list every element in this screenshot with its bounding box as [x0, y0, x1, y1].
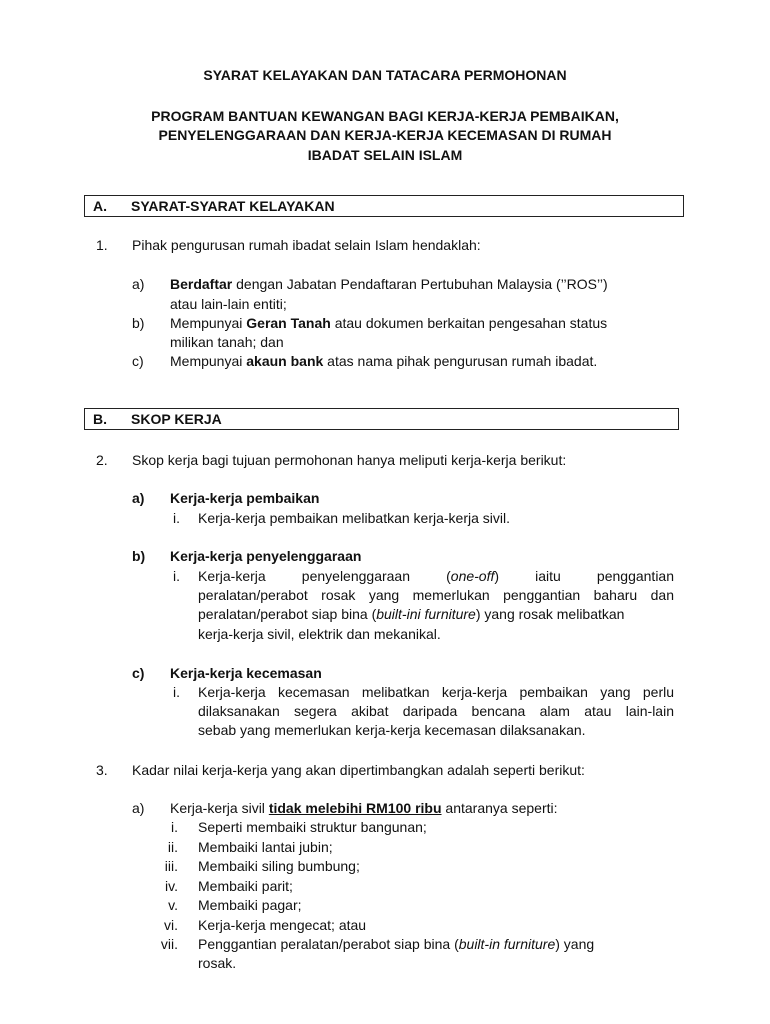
- list-item-num: ii.: [167, 838, 178, 855]
- list-item-num: i.: [171, 819, 178, 835]
- one-off-italic: one-off: [450, 568, 495, 584]
- item-a-line-2: atau lain-lain entiti;: [170, 296, 287, 312]
- subtitle-line-2: PENYELENGGARAAN DAN KERJA-KERJA KECEMASAN DI RUMAH: [158, 127, 612, 143]
- rate-a-limit: tidak melebihi RM100 ribu: [268, 800, 442, 816]
- item-b-line-1: [170, 314, 607, 333]
- para-1-text: Pihak pengurusan rumah ibadat selain Islam hendaklah:: [132, 237, 481, 253]
- scope-a-i-num: i.: [173, 510, 180, 526]
- word-kerja-kerja: Kerja-kerja: [198, 568, 266, 584]
- word-penyelenggaraan: penyelenggaraan: [301, 568, 411, 584]
- rate-a-rest: antaranya seperti:: [441, 800, 558, 816]
- item-c-line-1: [170, 352, 597, 371]
- list-item-num: v.: [168, 897, 178, 913]
- section-b-letter: B.: [93, 411, 107, 427]
- line3-c: ) yang rosak melibatkan: [475, 606, 625, 622]
- list-item-text: Membaiki lantai jubin;: [198, 838, 333, 855]
- scope-b-i-num: i.: [173, 568, 180, 584]
- subtitle-line-1: PROGRAM BANTUAN KEWANGAN BAGI KERJA-KERJA PEMBAIKAN,: [151, 108, 619, 124]
- scope-c-i-num: i.: [173, 684, 180, 700]
- list-item-num: iii.: [164, 858, 178, 874]
- paren-open: (: [446, 568, 451, 584]
- scope-b-line-1: [198, 567, 674, 586]
- subtitle-line-3: IBADAT SELAIN ISLAM: [307, 147, 463, 163]
- scope-b-label: b): [132, 548, 146, 564]
- para-3-text: Kadar nilai kerja-kerja yang akan dipertimbangkan adalah seperti berikut:: [132, 762, 585, 778]
- line3-italic: built-ini furniture: [376, 606, 476, 622]
- section-a-letter: A.: [93, 198, 107, 214]
- item-b-rest: atau dokumen berkaitan pengesahan status: [330, 315, 608, 331]
- scope-a-title: Kerja-kerja pembaikan: [170, 490, 320, 506]
- scope-a-label: a): [132, 490, 145, 506]
- section-b-title: SKOP KERJA: [131, 411, 222, 427]
- scope-c-label: c): [132, 665, 145, 681]
- list-item-vii-line-2: rosak.: [198, 955, 237, 971]
- scope-b-line-3: [198, 605, 624, 624]
- list-item-num: vi.: [164, 916, 178, 933]
- list-item-text: Membaiki siling bumbung;: [198, 858, 360, 874]
- item-c-label: c): [132, 353, 144, 369]
- word-iaitu: iaitu: [535, 568, 561, 584]
- line3-a: peralatan/perabot siap bina (: [198, 606, 377, 622]
- word-one-off: [446, 567, 499, 586]
- section-a-title: SYARAT-SYARAT KELAYAKAN: [131, 198, 335, 214]
- item-b-bold: Geran Tanah: [246, 315, 331, 331]
- para-1-number: 1.: [96, 237, 108, 253]
- word-penggantian: penggantian: [596, 568, 674, 584]
- para-2-number: 2.: [96, 452, 108, 468]
- vii-c: ) yang: [555, 936, 595, 952]
- page-title: SYARAT KELAYAKAN DAN TATACARA PERMOHONAN: [203, 67, 567, 83]
- item-a-label: a): [132, 276, 145, 292]
- rate-a-text: [170, 799, 558, 818]
- section-b-header: [84, 408, 679, 430]
- scope-c-line-3: sebab yang memerlukan kerja-kerja kecemasan dilaksanakan.: [198, 722, 586, 738]
- section-a-header: [84, 195, 684, 217]
- list-item-vii-text: [198, 935, 594, 954]
- list-item-text: Kerja-kerja mengecat; atau: [198, 916, 367, 933]
- scope-b-title: Kerja-kerja penyelenggaraan: [170, 548, 362, 564]
- item-a-bold: Berdaftar: [170, 276, 233, 292]
- list-item-vii-num: vii.: [160, 936, 178, 952]
- rate-a-label: a): [132, 800, 145, 816]
- item-c-rest: atas nama pihak pengurusan rumah ibadat.: [323, 353, 598, 369]
- item-b-line-2: milikan tanah; dan: [170, 334, 284, 350]
- scope-c-title: Kerja-kerja kecemasan: [170, 665, 322, 681]
- item-a-line-1: [170, 275, 608, 294]
- scope-a-i-text: Kerja-kerja pembaikan melibatkan kerja-kerja sivil.: [198, 510, 511, 526]
- para-3-number: 3.: [96, 762, 108, 778]
- rate-a-pre: Kerja-kerja sivil: [170, 800, 269, 816]
- item-c-bold: akaun bank: [246, 353, 324, 369]
- para-2-text: Skop kerja bagi tujuan permohonan hanya meliputi kerja-kerja berikut:: [132, 452, 567, 468]
- item-c-pre: Mempunyai: [170, 353, 247, 369]
- list-item-text: Membaiki parit;: [198, 877, 293, 894]
- list-item-text: Seperti membaiki struktur bangunan;: [198, 819, 427, 835]
- scope-c-line-2: dilaksanakan segera akibat daripada bencana alam atau lain-lain: [198, 703, 674, 719]
- list-item-num: iv.: [165, 877, 178, 894]
- list-item-text: Membaiki pagar;: [198, 897, 302, 913]
- vii-italic: built-in furniture: [458, 936, 556, 952]
- item-a-rest: dengan Jabatan Pendaftaran Pertubuhan Malaysia (’’ROS’’): [232, 276, 608, 292]
- vii-a: Penggantian peralatan/perabot siap bina (: [198, 936, 459, 952]
- paren-close: ): [494, 568, 500, 584]
- scope-b-line-2: peralatan/perabot rosak yang memerlukan penggantian baharu dan: [198, 587, 674, 603]
- scope-b-line-4: kerja-kerja sivil, elektrik dan mekanikal.: [198, 626, 441, 642]
- item-b-pre: Mempunyai: [170, 315, 247, 331]
- scope-c-line-1: Kerja-kerja kecemasan melibatkan kerja-kerja pembaikan yang perlu: [198, 684, 674, 700]
- item-b-label: b): [132, 315, 145, 331]
